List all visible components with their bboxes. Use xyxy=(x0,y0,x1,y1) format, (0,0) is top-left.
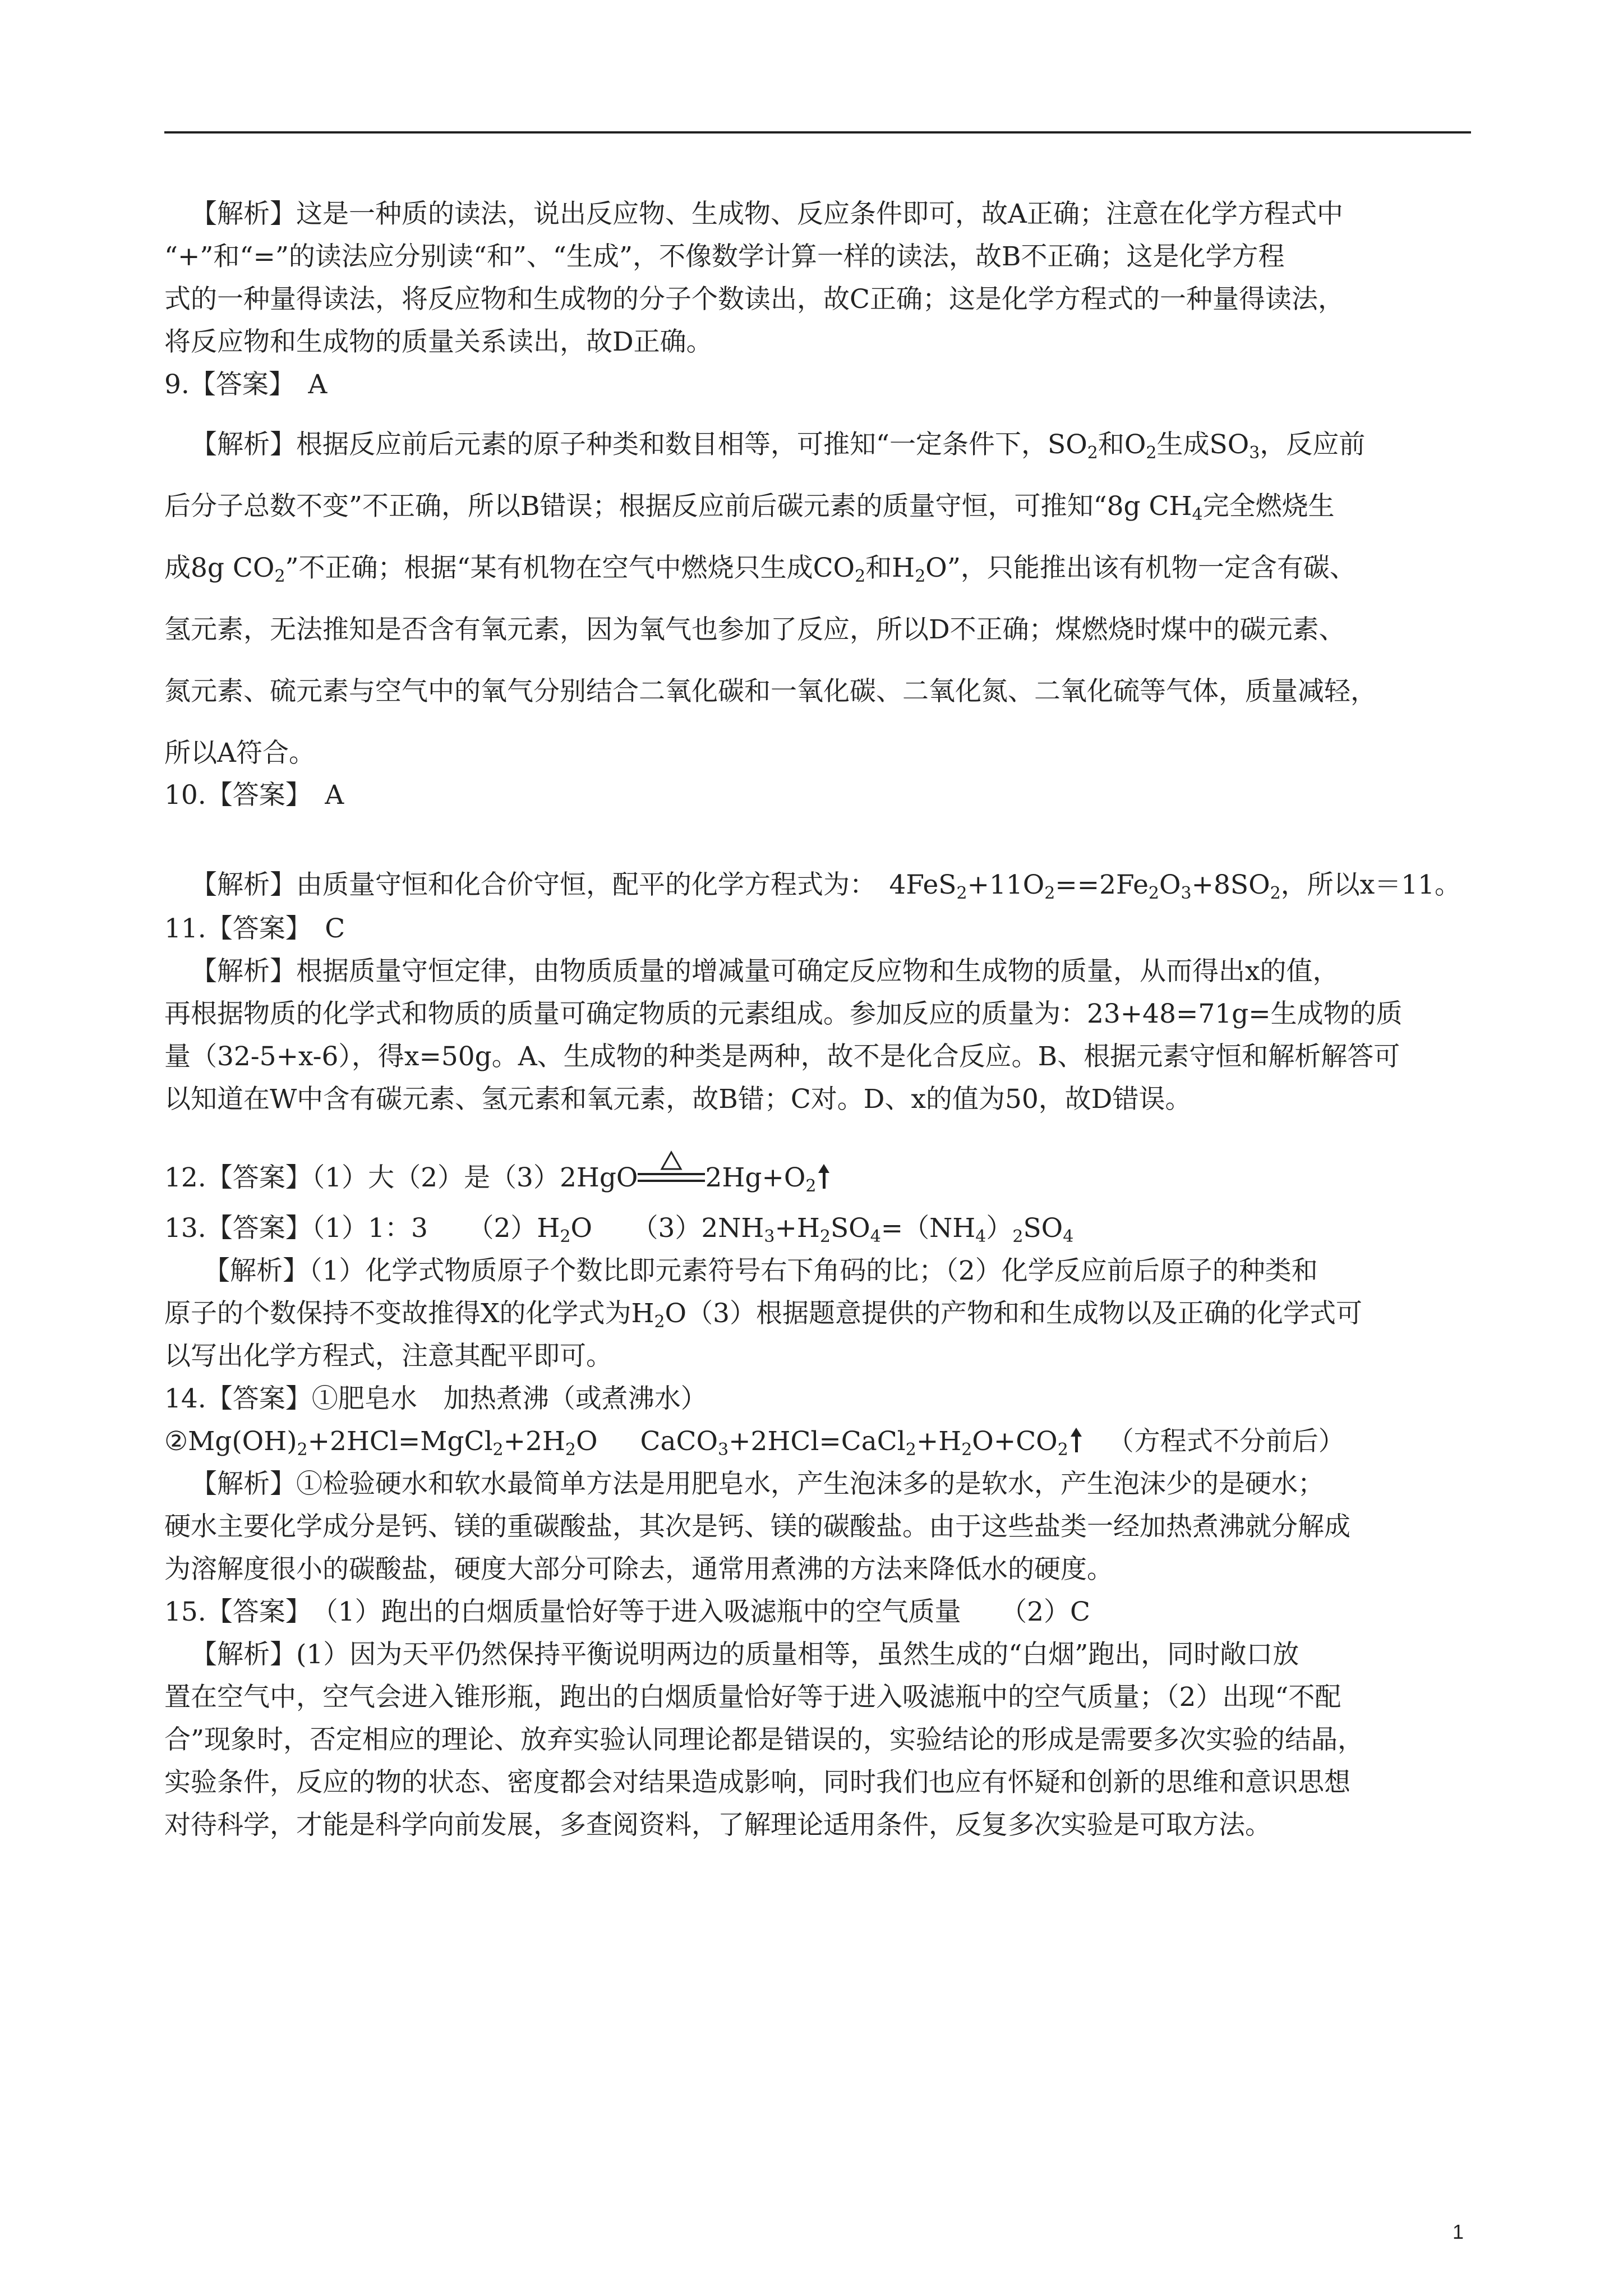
q8-line-4: 将反应物和生成物的质量关系读出，故D正确。 xyxy=(164,326,713,357)
q11-answer: 11.【答案】 C xyxy=(164,913,345,944)
q15-line-4: 实验条件，反应的物的状态、密度都会对结果造成影响，同时我们也应有怀疑和创新的思维和意识思想 xyxy=(164,1767,1350,1798)
gas-arrow-icon xyxy=(1071,1428,1082,1452)
q15-explanation xyxy=(164,1634,1471,1847)
q9-line-5: 氮元素、硫元素与空气中的氧气分别结合二氧化碳和一氧化碳、二氧化氮、二氧化硫等气体，质量减轻， xyxy=(164,676,1377,707)
q11-line-4: 以知道在W中含有碳元素、氢元素和氧元素，故B错；C对。D、x的值为50，故D错误。 xyxy=(164,1084,1192,1115)
q9-answer: 9.【答案】 A xyxy=(164,369,328,400)
q12-answer: 12.【答案】（1）大（2）是（3）2HgO $2Hg+O_2$ xyxy=(164,1157,1471,1199)
q13-line-1: 【解析】（1）化学式物质原子个数比即元素符号右下角码的比；（2）化学反应前后原子的种类和 xyxy=(204,1255,1318,1286)
q9-line-2: 后分子总数不变”不正确，所以B错误；根据反应前后碳元素的质量守恒，可推知“8g $CH_4$完全燃烧生 xyxy=(164,491,1335,524)
q15-line-3: 合”现象时，否定相应的理论、放弃实验认同理论都是错误的，实验结论的形成是需要多次实验的结晶， xyxy=(164,1724,1364,1755)
q14-explanation xyxy=(164,1463,1471,1591)
q9-line-4: 氢元素，无法推知是否含有氧元素，因为氧气也参加了反应，所以D不正确；煤燃烧时煤中的碳元素、 xyxy=(164,614,1345,645)
q9-line-3: 成8g $CO_2$”不正确；根据“某有机物在空气中燃烧只生成$CO_2$和$H_2O$”，只能推出该有机物一定含有碳、 xyxy=(164,553,1356,586)
triangle-heat-icon xyxy=(660,1151,683,1171)
q14-equations: $②Mg(OH)_2+2HCl=MgCl_2+2H_2O$ $CaCO_3+2HCl=CaCl_2+H_2O+CO_2$ （方程式不分前后） xyxy=(164,1426,1345,1460)
q14-line-2: 硬水主要化学成分是钙、镁的重碳酸盐，其次是钙、镁的碳酸盐。由于这些盐类一经加热煮沸就分解成 xyxy=(164,1511,1350,1542)
q15-line-1: 【解析】(1）因为天平仍然保持平衡说明两边的质量相等，虽然生成的“白烟”跑出，同时敞口放 xyxy=(191,1639,1299,1670)
q8-explanation xyxy=(164,193,1471,364)
q15-line-2: 置在空气中，空气会进入锥形瓶，跑出的白烟质量恰好等于进入吸滤瓶中的空气质量；（2）出现“不配 xyxy=(164,1682,1341,1713)
q15-answer: 15.【答案】 （1）跑出的白烟质量恰好等于进入吸滤瓶中的空气质量 （2）C xyxy=(164,1596,1091,1627)
page-number: 1 xyxy=(1453,2220,1464,2243)
q8-line-3: 式的一种量得读法，将反应物和生成物的分子个数读出，故C正确；这是化学方程式的一种量得读法， xyxy=(164,284,1344,315)
q14-answer: 14.【答案】①肥皂水 加热煮沸（或煮沸水） xyxy=(164,1383,707,1414)
q14-line-3: 为溶解度很小的碳酸盐，硬度大部分可除去，通常用煮沸的方法来降低水的硬度。 xyxy=(164,1554,1113,1585)
header-rule xyxy=(164,131,1471,134)
q13-line-3: 以写出化学方程式，注意其配平即可。 xyxy=(164,1341,612,1372)
q9-explanation xyxy=(164,414,1471,784)
q10-explanation: 【解析】由质量守恒和化合价守恒，配平的化学方程式为： $4FeS_2+11O_2==2Fe_2O_3+8SO_2$，所以x＝11。 xyxy=(191,869,1461,903)
q11-explanation xyxy=(164,950,1471,1121)
q9-line-1: 【解析】根据反应前后元素的原子种类和数目相等，可推知“一定条件下，$SO_2$和$O_2$生成$SO_3$，反应前 xyxy=(191,429,1366,463)
q14-line-1: 【解析】①检验硬水和软水最简单方法是用肥皂水，产生泡沫多的是软水，产生泡沫少的是硬水； xyxy=(191,1469,1324,1499)
q13-line-2: 原子的个数保持不变故推得X的化学式为$H_2O(3)$根据题意提供的产物和和生成物以及正确的化学式可 xyxy=(164,1298,1362,1332)
q13-explanation xyxy=(164,1250,1471,1378)
heating-condition-symbol xyxy=(638,1162,705,1189)
q9-line-6: 所以A符合。 xyxy=(164,738,315,769)
q10-answer: 10.【答案】 A xyxy=(164,780,344,811)
q8-line-2: “+”和“=”的读法应分别读“和”、“生成”，不像数学计算一样的读法，故B不正确；这是化学方程 xyxy=(164,241,1285,272)
q8-line-1: 【解析】这是一种质的读法，说出反应物、生成物、反应条件即可，故A正确；注意在化学方程式中 xyxy=(191,199,1343,229)
q11-line-3: 量（32-5+x-6），得x=50g。A、生成物的种类是两种，故不是化合反应。B、根据元素守恒和解析解答可 xyxy=(164,1041,1400,1072)
q11-line-2: 再根据物质的化学式和物质的质量可确定物质的元素组成。参加反应的质量为：23+48=71g=生成物的质 xyxy=(164,999,1403,1029)
gas-arrow-icon xyxy=(818,1164,829,1189)
q13-answer: 13.【答案】（1）1：3 $(2)H_2O$ $(3)2NH_3+H_2SO_4=(NH_4)_2SO_4$ xyxy=(164,1213,1074,1246)
q11-line-1: 【解析】根据质量守恒定律，由物质质量的增减量可确定反应物和生成物的质量，从而得出x的值， xyxy=(191,956,1339,987)
q15-line-5: 对待科学，才能是科学向前发展，多查阅资料，了解理论适用条件，反复多次实验是可取方法。 xyxy=(164,1810,1271,1841)
